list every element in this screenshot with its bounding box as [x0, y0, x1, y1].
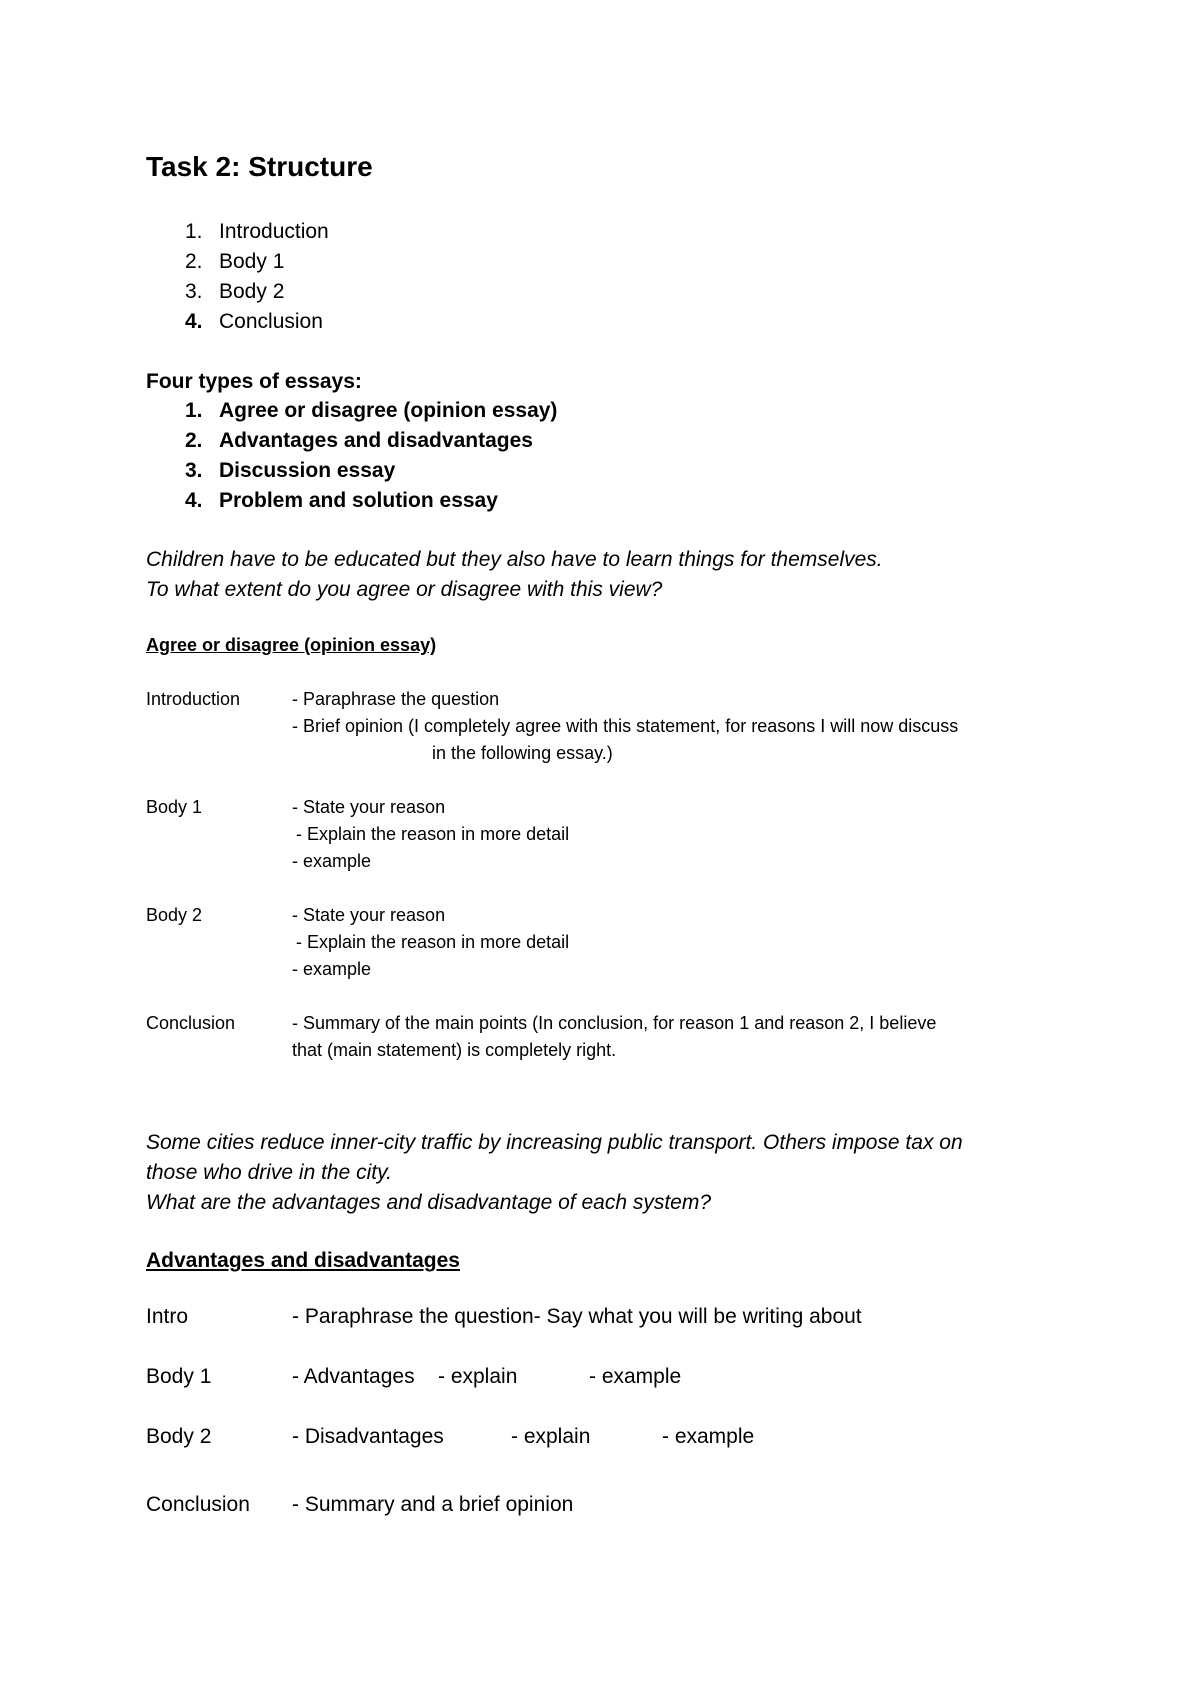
advdis-structure	[146, 1302, 1106, 1520]
row-items	[292, 794, 1106, 875]
advdis-body2-row	[146, 1422, 1106, 1452]
list-item	[146, 277, 329, 307]
list-number: 3.	[185, 280, 203, 303]
row-item: - Summary of the main points (In conclusion, for reason 1 and reason 2, I believe	[292, 1013, 937, 1033]
list-number: 2.	[185, 429, 203, 452]
row-item: - Paraphrase the question	[292, 689, 500, 709]
structure-list	[146, 217, 329, 337]
advdis-body1-row	[146, 1362, 1106, 1392]
row-label: Body 2	[146, 905, 203, 925]
row-item: that (main statement) is completely right.	[292, 1040, 617, 1060]
list-number: 1.	[185, 220, 203, 243]
row-item: - Summary and a brief opinion	[292, 1493, 574, 1516]
list-number: 3.	[185, 459, 203, 482]
row-item: - example	[589, 1365, 682, 1388]
page-title: Task 2: Structure	[146, 151, 373, 182]
opinion-body2-row	[146, 902, 1106, 983]
list-item	[146, 426, 557, 456]
row-item: - explain	[511, 1425, 591, 1448]
list-item	[146, 307, 329, 337]
list-label: Problem and solution essay	[219, 489, 498, 512]
row-item: - example	[292, 959, 372, 979]
opinion-section-heading: Agree or disagree (opinion essay)	[146, 635, 437, 655]
opinion-body1-row	[146, 794, 1106, 875]
list-item	[146, 456, 557, 486]
essay-prompt-2	[146, 1128, 1046, 1218]
opinion-conclusion-row	[146, 1010, 1106, 1064]
list-label: Body 2	[219, 280, 285, 303]
row-items	[292, 1010, 1106, 1064]
list-item	[146, 247, 329, 277]
row-item: - example	[662, 1425, 755, 1448]
list-label: Discussion essay	[219, 459, 396, 482]
row-label: Intro	[146, 1305, 189, 1328]
list-label: Agree or disagree (opinion essay)	[219, 399, 558, 422]
list-item	[146, 217, 329, 247]
list-item	[146, 396, 557, 426]
row-label: Body 2	[146, 1425, 212, 1448]
prompt-line: What are the advantages and disadvantage of each system?	[146, 1191, 712, 1214]
row-item: - Advantages	[292, 1365, 415, 1388]
list-label: Conclusion	[219, 310, 323, 333]
row-items	[292, 902, 1106, 983]
row-item: - Explain the reason in more detail	[296, 932, 570, 952]
row-item: - State your reason	[292, 905, 446, 925]
row-label: Body 1	[146, 1365, 212, 1388]
types-heading: Four types of essays:	[146, 370, 362, 393]
prompt-line: Some cities reduce inner-city traffic by increasing public transport. Others impose tax on	[146, 1131, 963, 1154]
row-label: Body 1	[146, 797, 203, 817]
row-item: - Disadvantages	[292, 1425, 444, 1448]
opinion-intro-row	[146, 686, 1106, 767]
list-number: 4.	[185, 310, 203, 333]
prompt-line: Children have to be educated but they also have to learn things for themselves.	[146, 548, 883, 571]
advdis-conclusion-row	[146, 1490, 1106, 1520]
row-item: - example	[292, 851, 372, 871]
list-label: Advantages and disadvantages	[219, 429, 533, 452]
row-item: - Brief opinion (I completely agree with this statement, for reasons I will now discuss	[292, 716, 959, 736]
row-item: - Paraphrase the question- Say what you will be writing about	[292, 1305, 862, 1328]
list-number: 4.	[185, 489, 203, 512]
prompt-line: those who drive in the city.	[146, 1161, 392, 1184]
list-label: Introduction	[219, 220, 329, 243]
row-items	[292, 686, 1106, 767]
prompt-line: To what extent do you agree or disagree with this view?	[146, 578, 663, 601]
row-label: Conclusion	[146, 1013, 236, 1033]
list-number: 1.	[185, 399, 203, 422]
row-item: - explain	[438, 1365, 518, 1388]
opinion-structure	[146, 686, 1106, 1064]
row-label: Introduction	[146, 689, 241, 709]
list-label: Body 1	[219, 250, 285, 273]
row-item: - State your reason	[292, 797, 446, 817]
list-number: 2.	[185, 250, 203, 273]
essay-types-list	[146, 396, 557, 516]
list-item	[146, 486, 557, 516]
row-item: in the following essay.)	[432, 743, 613, 763]
row-item: - Explain the reason in more detail	[296, 824, 570, 844]
essay-prompt-1	[146, 545, 883, 605]
advdis-intro-row	[146, 1302, 1106, 1332]
row-label: Conclusion	[146, 1493, 250, 1516]
advdis-section-heading: Advantages and disadvantages	[146, 1249, 460, 1272]
